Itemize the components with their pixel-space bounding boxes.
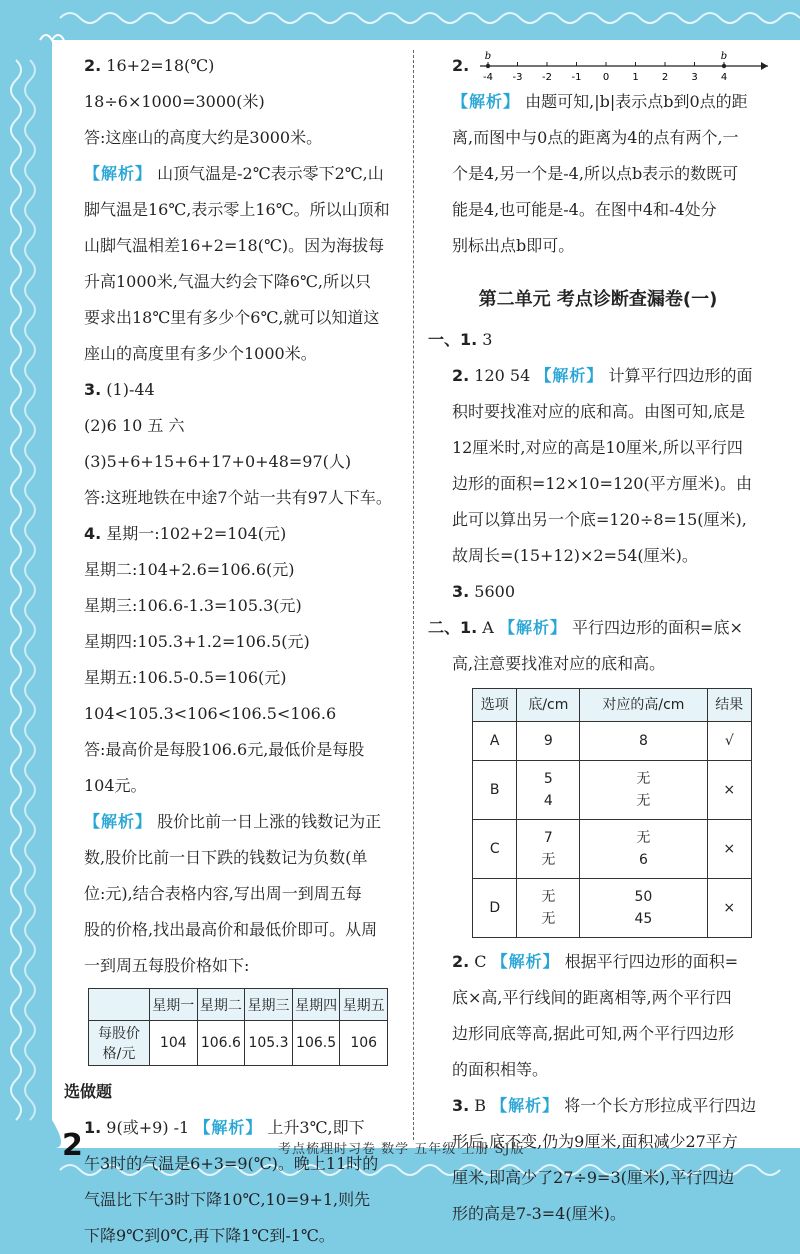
s2-line-3: 12厘米时,对应的高是10厘米,所以平行四 <box>452 438 743 457</box>
s2-line: 2. 120 54 【解析】 计算平行四边形的面 <box>452 366 753 385</box>
number-line-tick-label: 4 <box>720 72 728 83</box>
v1-line: 3. B 【解析】 将一个长方形拉成平行四边 <box>452 1096 757 1115</box>
table-cell: 5 4 <box>517 761 580 820</box>
q4-explanation-1: 【解析】 股价比前一日上涨的钱数记为正 <box>84 812 382 831</box>
jiexi-tag: 【解析】 <box>452 92 521 111</box>
right-column <box>428 48 768 1232</box>
table-row-label: 每股价格/元 <box>89 1021 150 1066</box>
number-line-tick-label: 2 <box>661 72 669 83</box>
table-cell: 无 无 <box>580 761 707 820</box>
page-number: 2 <box>62 1128 83 1163</box>
point-b-label: b <box>720 51 728 62</box>
q4-explanation-5: 一到周五每股价格如下: <box>84 956 250 975</box>
q3-line: 3. (1)-44 <box>84 380 155 399</box>
table-row <box>473 761 752 820</box>
q4-compare: 104<105.3<106<106.5<106.6 <box>84 704 337 723</box>
number-line-tick-label: -4 <box>483 72 493 83</box>
number-line <box>478 48 778 84</box>
v1-line-3: 厘米,即高少了27÷9=3(厘米),平行四边 <box>452 1168 735 1187</box>
q2-numberline-row: 2. -4 b -3 -2 -1 0 1 2 3 4 b <box>428 48 768 84</box>
optional-section-title: 选做题 <box>64 1082 113 1101</box>
left-column <box>64 48 402 1254</box>
number-line-tick-label: 1 <box>632 72 639 83</box>
jiexi-tag: 【解析】 <box>535 366 604 385</box>
r-explanation-1: 【解析】 由题可知,|b|表示点b到0点的距 <box>452 92 748 111</box>
table-header: 对应的高/cm <box>580 689 707 722</box>
s3-line: 3. 5600 <box>452 582 516 601</box>
point-b-marker <box>722 64 726 68</box>
table-header: 星期一 <box>150 989 198 1021</box>
t1-line: 二、1. A 【解析】 平行四边形的面积=底× <box>428 618 743 637</box>
table-header: 结果 <box>707 689 751 722</box>
jiexi-tag: 【解析】 <box>84 164 153 183</box>
q3-line-3: (3)5+6+15+6+17+0+48=97(人) <box>84 452 352 471</box>
q4-wed: 星期三:106.6-1.3=105.3(元) <box>84 596 302 615</box>
s2-line-2: 积时要找准对应的底和高。由图可知,底是 <box>452 402 746 421</box>
table-header: 选项 <box>473 689 517 722</box>
jiexi-tag: 【解析】 <box>498 618 567 637</box>
s1-line: 一、1. 3 <box>428 330 493 349</box>
q4-line: 4. 星期一:102+2=104(元) <box>84 524 287 543</box>
table-cell: √ <box>707 722 751 761</box>
table-cell: 无 无 <box>517 879 580 938</box>
table-cell: 106.5 <box>292 1021 340 1066</box>
table-header: 星期二 <box>197 989 245 1021</box>
q2-calc: 18÷6×1000=3000(米) <box>84 92 265 111</box>
table-cell: 7 无 <box>517 820 580 879</box>
q2-explanation-4: 升高1000米,气温大约会下降6℃,所以只 <box>84 272 371 291</box>
table-cell: D <box>473 879 517 938</box>
table-header: 星期三 <box>245 989 293 1021</box>
table-cell: 8 <box>580 722 707 761</box>
opt-q1-line-4: 下降9℃到0℃,再下降1℃到-1℃。 <box>84 1226 335 1245</box>
footer-text: 考点梳理时习卷 数学 五年级 上册 SJ版 <box>278 1142 525 1157</box>
table-row <box>89 1021 388 1066</box>
number-line-arrow <box>761 62 768 70</box>
table-cell: 50 45 <box>580 879 707 938</box>
q2-explanation-2: 脚气温是16℃,表示零上16℃。所以山顶和 <box>84 200 390 219</box>
number-line-tick-label: -2 <box>542 72 552 83</box>
jiexi-tag: 【解析】 <box>194 1118 263 1137</box>
q4-answer-2: 104元。 <box>84 776 147 795</box>
table-cell: 105.3 <box>245 1021 293 1066</box>
r-explanation-5: 别标出点b即可。 <box>452 236 575 255</box>
s2-line-5: 此可以算出另一个底=120÷8=15(厘米), <box>452 510 747 529</box>
t1-line-2: 高,注意要找准对应的底和高。 <box>452 654 666 673</box>
s2-line-6: 故周长=(15+12)×2=54(厘米)。 <box>452 546 698 565</box>
table-header-row <box>89 989 388 1021</box>
s2-line-4: 边形的面积=12×10=120(平方厘米)。由 <box>452 474 752 493</box>
table-cell: 9 <box>517 722 580 761</box>
r-explanation-2: 离,而图中与0点的距离为4的点有两个,一 <box>452 128 739 147</box>
opt-q1-line-2: 午3时的气温是6+3=9(℃)。晚上11时的 <box>84 1154 379 1173</box>
table-row <box>473 820 752 879</box>
table-cell: × <box>707 820 751 879</box>
q4-tue: 星期二:104+2.6=106.6(元) <box>84 560 295 579</box>
table-cell: × <box>707 761 751 820</box>
table-cell: 106 <box>340 1021 388 1066</box>
table-cell: 106.6 <box>197 1021 245 1066</box>
number-line-tick-label: 0 <box>602 72 610 83</box>
u1-line: 2. C 【解析】 根据平行四边形的面积= <box>452 952 739 971</box>
q4-explanation-3: 位:元),结合表格内容,写出周一到周五每 <box>84 884 362 903</box>
opt-q1-line: 1. 9(或+9) -1 【解析】 上升3℃,即下 <box>84 1118 365 1137</box>
unit-title: 第二单元 考点诊断查漏卷(一) <box>478 289 718 310</box>
q2-explanation-6: 座山的高度里有多少个1000米。 <box>84 344 317 363</box>
q4-explanation-2: 数,股价比前一日下跌的钱数记为负数(单 <box>84 848 368 867</box>
u1-line-2: 底×高,平行线间的距离相等,两个平行四 <box>452 988 732 1007</box>
table-header: 星期五 <box>340 989 388 1021</box>
q2-line: 2. 16+2=18(℃) <box>84 56 215 75</box>
table-row <box>473 722 752 761</box>
stock-price-table <box>88 988 388 1066</box>
parallelogram-table <box>472 688 752 938</box>
q4-thu: 星期四:105.3+1.2=106.5(元) <box>84 632 310 651</box>
table-cell: A <box>473 722 517 761</box>
v1-line-2: 形后,底不变,仍为9厘米,面积减少27平方 <box>452 1132 738 1151</box>
q2-explanation-5: 要求出18℃里有多少个6℃,就可以知道这 <box>84 308 380 327</box>
number-line-tick-label: -3 <box>512 72 523 83</box>
q3-line-2: (2)6 10 五 六 <box>84 416 185 435</box>
r-explanation-3: 个是4,另一个是-4,所以点b表示的数既可 <box>452 164 739 183</box>
point-b-marker <box>486 64 490 68</box>
column-divider <box>413 50 414 1140</box>
number-line-tick-label: -1 <box>571 72 582 83</box>
table-cell: 104 <box>150 1021 198 1066</box>
table-cell <box>89 989 150 1021</box>
table-cell: C <box>473 820 517 879</box>
table-cell: B <box>473 761 517 820</box>
jiexi-tag: 【解析】 <box>84 812 153 831</box>
jiexi-tag: 【解析】 <box>491 952 560 971</box>
table-row <box>473 879 752 938</box>
q4-explanation-4: 股的价格,找出最高价和最低价即可。从周 <box>84 920 378 939</box>
jiexi-tag: 【解析】 <box>491 1096 560 1115</box>
q2-answer: 答:这座山的高度大约是3000米。 <box>84 128 323 147</box>
q4-answer: 答:最高价是每股106.6元,最低价是每股 <box>84 740 365 759</box>
u1-line-4: 的面积相等。 <box>452 1060 549 1079</box>
table-header-row <box>473 689 752 722</box>
table-cell: 无 6 <box>580 820 707 879</box>
r-explanation-4: 能是4,也可能是-4。在图中4和-4处分 <box>452 200 717 219</box>
q3-answer: 答:这班地铁在中途7个站一共有97人下车。 <box>84 488 392 507</box>
table-cell: × <box>707 879 751 938</box>
opt-q1-line-3: 气温比下午3时下降10℃,10=9+1,则先 <box>84 1190 371 1209</box>
u1-line-3: 边形同底等高,据此可知,两个平行四边形 <box>452 1024 735 1043</box>
v1-line-4: 形的高是7-3=4(厘米)。 <box>452 1204 626 1223</box>
q4-fri: 星期五:106.5-0.5=106(元) <box>84 668 287 687</box>
table-header: 星期四 <box>292 989 340 1021</box>
table-header: 底/cm <box>517 689 580 722</box>
q2-explanation-1: 【解析】 山顶气温是-2℃表示零下2℃,山 <box>84 164 384 183</box>
number-line-tick-label: 3 <box>691 72 698 83</box>
point-b-label: b <box>484 51 492 62</box>
q2-explanation-3: 山脚气温相差16+2=18(℃)。因为海拔每 <box>84 236 385 255</box>
